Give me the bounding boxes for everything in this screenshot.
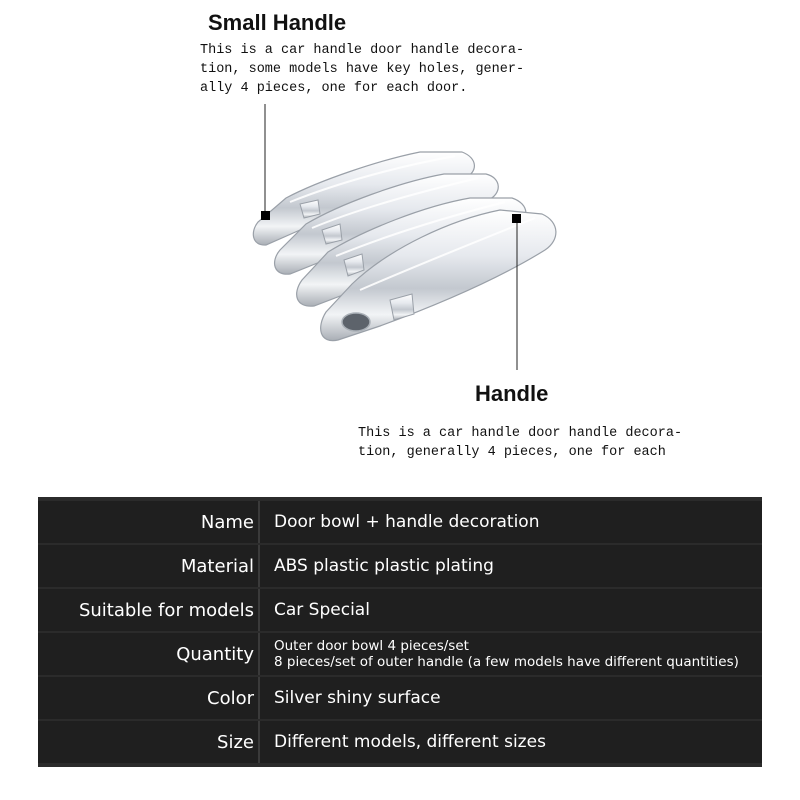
spec-key: Size: [38, 721, 258, 763]
small-handle-description: This is a car handle door handle decora- tion, some models have key holes, gener- ally 4 pieces, one for each door.: [200, 43, 525, 96]
spec-value: [260, 633, 762, 675]
handle-description: This is a car handle door handle decora- tion, generally 4 pieces, one for each: [358, 426, 683, 460]
small-handle-marker: [261, 211, 270, 220]
small-handle-title: Small Handle: [208, 10, 347, 35]
spec-value: Door bowl + handle decoration: [260, 501, 762, 543]
spec-key: Color: [38, 677, 258, 719]
spec-row-material: [38, 545, 762, 587]
spec-table: [38, 497, 762, 767]
spec-key: Suitable for models: [38, 589, 258, 631]
spec-value-line: 8 pieces/set of outer handle (a few models have different quantities): [274, 654, 739, 670]
spec-value: ABS plastic plastic plating: [260, 545, 762, 587]
spec-value: Car Special: [260, 589, 762, 631]
spec-key: Material: [38, 545, 258, 587]
keyhole-icon: [342, 313, 370, 331]
handle-marker: [512, 214, 521, 223]
spec-value-line: Outer door bowl 4 pieces/set: [274, 638, 469, 654]
spec-row-size: [38, 721, 762, 763]
handle-title: Handle: [475, 381, 549, 406]
spec-row-quantity: [38, 633, 762, 675]
spec-row-suitable-models: [38, 589, 762, 631]
spec-row-color: [38, 677, 762, 719]
spec-key: Name: [38, 501, 258, 543]
spec-row-name: [38, 501, 762, 543]
spec-value: Different models, different sizes: [260, 721, 762, 763]
spec-value: Silver shiny surface: [260, 677, 762, 719]
spec-key: Quantity: [38, 633, 258, 675]
